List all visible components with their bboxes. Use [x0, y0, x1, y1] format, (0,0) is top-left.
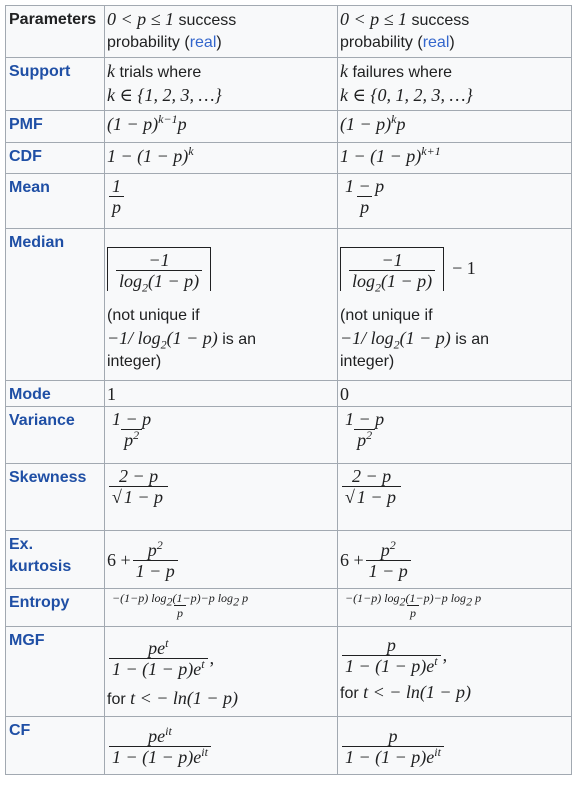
label-cf[interactable]: CF — [6, 717, 105, 775]
cdf-base: 1 − (1 − p) — [340, 146, 422, 166]
skewness-geo-2 — [338, 464, 572, 531]
median-note-math: −1/ $\log_2(1 - p)$ — [340, 328, 451, 352]
mgf-cond-math: t < − ln(1 − p) — [130, 688, 239, 708]
real-link[interactable]: real — [422, 34, 450, 51]
cf-geo-2 — [338, 717, 572, 775]
entropy-geo-2 — [338, 589, 572, 627]
pmf-base: (1 − p) — [340, 114, 392, 134]
row-cf — [6, 717, 572, 775]
variance-geo-1 — [105, 407, 338, 464]
mean-geo-1 — [105, 174, 338, 229]
mgf-cond-text: for — [107, 691, 131, 708]
cdf-exp: k+1 — [421, 144, 441, 158]
cdf-geo-1 — [105, 143, 338, 174]
mode-geo-1: 1 — [105, 381, 338, 407]
row-skewness — [6, 464, 572, 531]
mgf-cond-math: t < − ln(1 − p) — [363, 682, 472, 702]
cdf-geo-2 — [338, 143, 572, 174]
mean-geo-2 — [338, 174, 572, 229]
skewness-fraction: $\frac{2 - p}{√ 1 - p}$ — [109, 466, 168, 507]
median-note-text: is an — [217, 331, 257, 348]
param-close: ) — [216, 34, 222, 51]
median-note-3: integer) — [107, 353, 162, 370]
kurtosis-fraction: $\frac{p^2}{1 - p}$ — [133, 540, 178, 581]
support-geo-1 — [105, 58, 338, 111]
param-text: success — [407, 12, 470, 29]
label-mgf[interactable]: MGF — [6, 627, 105, 717]
param-range-math: 0 < p ≤ 1 — [107, 9, 175, 29]
param-text: success — [174, 12, 237, 29]
label-kurtosis[interactable]: Ex. kurtosis — [6, 531, 105, 589]
mgf-cond-text: for — [340, 685, 364, 702]
param-range-math: 0 < p ≤ 1 — [340, 9, 408, 29]
label-skewness[interactable]: Skewness — [6, 464, 105, 531]
label-cdf[interactable]: CDF — [6, 143, 105, 174]
mean-fraction: $\frac{1}{p}$ — [109, 176, 124, 217]
mgf-comma: , — [209, 648, 215, 668]
cf-geo-1 — [105, 717, 338, 775]
parameters-geo-2 — [338, 6, 572, 58]
support-text: failures where — [348, 64, 453, 81]
label-mode[interactable]: Mode — [6, 381, 105, 407]
mode-geo-2: 0 — [338, 381, 572, 407]
median-note-math: −1/ $\log_2(1 - p)$ — [107, 328, 218, 352]
geometric-distribution-infobox — [5, 5, 572, 775]
row-median — [6, 229, 572, 381]
pmf-exp: k — [391, 112, 397, 126]
mean-fraction: $\frac{1 - p}{p}$ — [345, 176, 385, 217]
row-mode — [6, 381, 572, 407]
row-mean — [6, 174, 572, 229]
support-k: k — [340, 61, 348, 81]
median-geo-2 — [338, 229, 572, 381]
cdf-base: 1 − (1 − p) — [107, 146, 189, 166]
support-set: k ∈ {1, 2, 3, …} — [107, 85, 222, 105]
label-median[interactable]: Median — [6, 229, 105, 381]
label-entropy[interactable]: Entropy — [6, 589, 105, 627]
cdf-exp: k — [188, 144, 194, 158]
median-fraction: $\frac{-1}{\log_2(1 - p)}$ — [349, 250, 435, 291]
entropy-fraction: $\frac{-(1-p) \log_2(1-p)-p \log_2 p}{p}$ — [112, 591, 249, 620]
pmf-tail: p — [396, 114, 406, 134]
label-parameters: Parameters — [6, 6, 105, 58]
variance-fraction: $\frac{1 - p}{p^2}$ — [345, 409, 385, 450]
real-link[interactable]: real — [189, 34, 217, 51]
row-support — [6, 58, 572, 111]
median-note-3: integer) — [340, 353, 395, 370]
label-mean[interactable]: Mean — [6, 174, 105, 229]
skewness-fraction: $\frac{2 - p}{√ 1 - p}$ — [342, 466, 401, 507]
mgf-geo-2 — [338, 627, 572, 717]
mgf-comma: , — [442, 645, 448, 665]
skewness-geo-1 — [105, 464, 338, 531]
kurtosis-fraction: $\frac{p^2}{1 - p}$ — [366, 540, 411, 581]
kurtosis-geo-1 — [105, 531, 338, 589]
row-pmf — [6, 111, 572, 143]
support-k: k — [107, 61, 115, 81]
label-support[interactable]: Support — [6, 58, 105, 111]
kurtosis-prefix: 6 + — [340, 550, 364, 570]
pmf-base: (1 − p) — [107, 114, 159, 134]
entropy-geo-1 — [105, 589, 338, 627]
cf-fraction: $\frac{pe^{it}}{1 - (1 - p)e^{it}}$ — [109, 726, 211, 767]
param-text-2: probability ( — [340, 34, 423, 51]
param-close: ) — [449, 34, 455, 51]
kurtosis-geo-2 — [338, 531, 572, 589]
mgf-fraction: $\frac{p}{1 - (1 - p)e^t}$ — [342, 635, 441, 676]
pmf-geo-2 — [338, 111, 572, 143]
row-variance — [6, 407, 572, 464]
label-pmf[interactable]: PMF — [6, 111, 105, 143]
row-entropy — [6, 589, 572, 627]
median-note-1: (not unique if — [340, 307, 433, 324]
pmf-tail: p — [177, 114, 187, 134]
median-note-1: (not unique if — [107, 307, 200, 324]
mgf-geo-1 — [105, 627, 338, 717]
row-cdf — [6, 143, 572, 174]
median-fraction: $\frac{-1}{\log_2(1 - p)}$ — [116, 250, 202, 291]
variance-geo-2 — [338, 407, 572, 464]
support-text: trials where — [115, 64, 202, 81]
pmf-geo-1 — [105, 111, 338, 143]
row-parameters — [6, 6, 572, 58]
support-geo-2 — [338, 58, 572, 111]
ceiling-bracket — [340, 247, 444, 295]
median-note-text: is an — [450, 331, 490, 348]
row-mgf — [6, 627, 572, 717]
cf-fraction: $\frac{p}{1 - (1 - p)e^{it}}$ — [342, 726, 444, 767]
median-suffix: − 1 — [452, 258, 476, 278]
label-variance[interactable]: Variance — [6, 407, 105, 464]
kurtosis-prefix: 6 + — [107, 550, 131, 570]
row-kurtosis — [6, 531, 572, 589]
median-geo-1 — [105, 229, 338, 381]
param-text-2: probability ( — [107, 34, 190, 51]
ceiling-bracket — [107, 247, 211, 295]
parameters-geo-1 — [105, 6, 338, 58]
variance-fraction: $\frac{1 - p}{p^2}$ — [112, 409, 152, 450]
pmf-exp: k−1 — [158, 112, 178, 126]
mgf-fraction: $\frac{pe^t}{1 - (1 - p)e^t}$ — [109, 638, 208, 679]
support-set: k ∈ {0, 1, 2, 3, …} — [340, 85, 473, 105]
entropy-fraction: $\frac{-(1-p) \log_2(1-p)-p \log_2 p}{p}$ — [345, 591, 482, 620]
